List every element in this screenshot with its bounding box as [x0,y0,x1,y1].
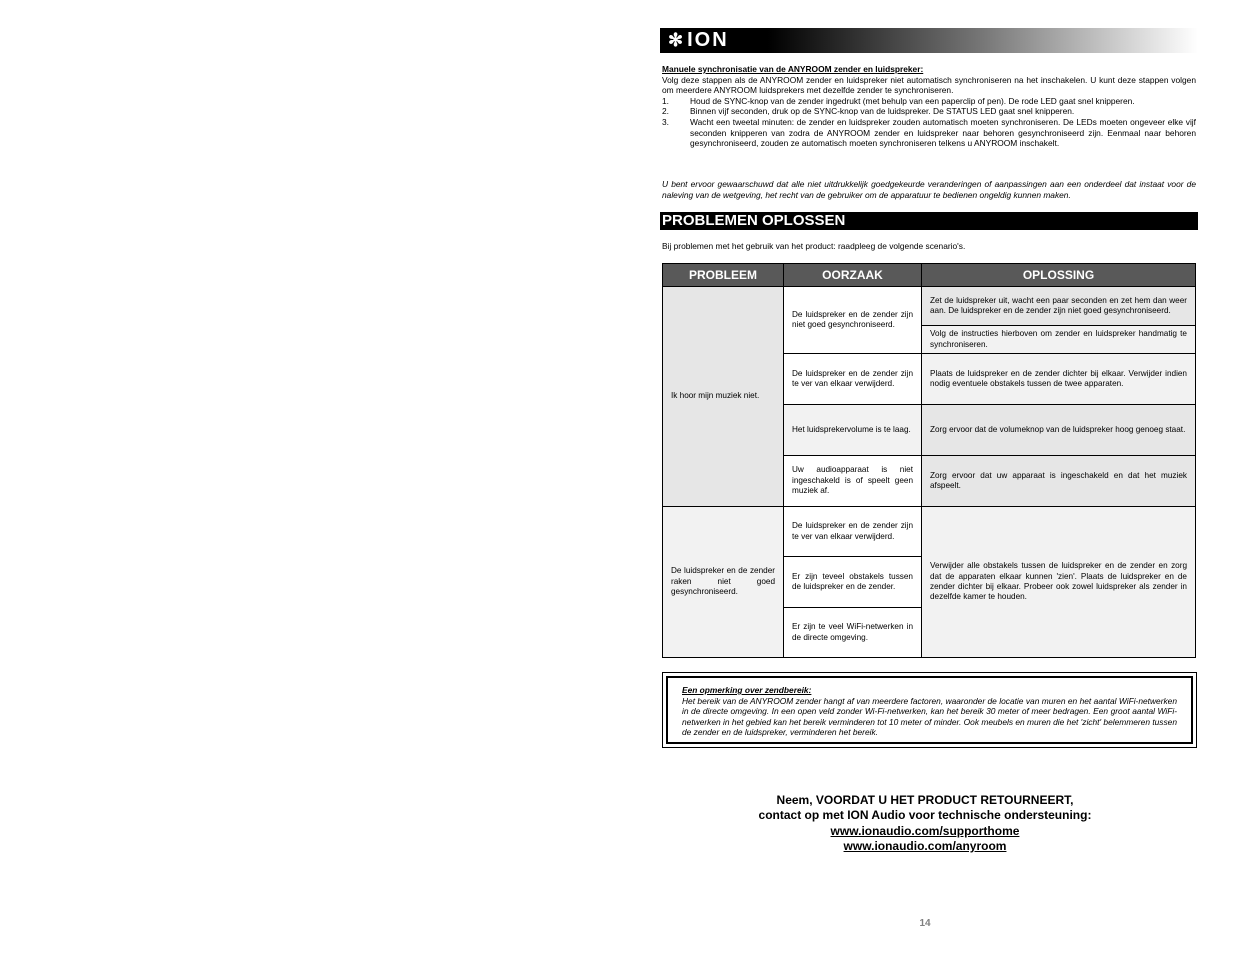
cause-cell: Uw audioapparaat is niet ingeschakeld is of speelt geen muziek af. [784,456,922,507]
table-row [663,287,1196,326]
cause-cell: De luidspreker en de zender zijn te ver van elkaar verwijderd. [784,507,922,557]
troubleshoot-title: PROBLEMEN OPLOSSEN [660,212,1198,230]
header-cause: OORZAAK [784,264,922,287]
range-note-box [662,672,1197,748]
sync-step: 3. Wacht een tweetal minuten: de zender en luidspreker zouden automatisch moeten synchroniseren. De LEDs moeten ongeveer elke vijf seconden knipperen van zodra de ANYROOM zender en luidspreker naar behoren gesynchroniseerd zijn. Eenmaal naar behoren gesynchroniseerd, zouden ze automatisch moeten synchroniseren telkens u ANYROOM inschakelt. [662,116,1196,149]
solution-cell: Verwijder alle obstakels tussen de luidspreker en de zender en zorg dat de apparaten elkaar kunnen 'zien'. Plaats de luidspreker en de zender dichter bij elkaar. Probeer ook zowel luidspreker als zender in dezelfde kamer te houden. [922,507,1196,658]
header-solution: OPLOSSING [922,264,1196,287]
sync-intro: Volg deze stappen als de ANYROOM zender en luidspreker niet automatisch synchroniseren na het inschakelen. U kunt deze stappen volgen om meerdere ANYROOM luidsprekers met dezelfde zender te synchroniseren. [662,74,1196,96]
page-number: 14 [919,918,931,929]
brand-header-bar [660,28,1198,53]
sync-steps [662,96,1196,149]
problem-cell: Ik hoor mijn muziek niet. [663,287,784,507]
solution-cell: Volg de instructies hierboven om zender en luidspreker handmatig te synchroniseren. [922,326,1196,354]
troubleshoot-table [662,263,1196,658]
range-note-inner [666,676,1193,744]
problem-cell: De luidspreker en de zender raken niet goed gesynchroniseerd. [663,507,784,658]
support-link-anyroom[interactable]: www.ionaudio.com/anyroom [843,838,1007,853]
cause-cell: De luidspreker en de zender zijn te ver van elkaar verwijderd. [784,354,922,405]
range-note-text: Het bereik van de ANYROOM zender hangt af van meerdere factoren, waaronder de locatie van muren en het aantal WiFi-netwerken in de directe omgeving. In een open veld zonder Wi-Fi-netwerken, kan het bereik 30 meter of meer bedragen. Een groot aantal WiFi-netwerken in het gebied kan het bereik verminderen tot 10 meter of minder. Ook meubels en muren die het 'zicht' belemmeren tussen de zender en de luidspreker, verminderen het bereik. [682,695,1177,738]
contact-line-1: Neem, VOORDAT U HET PRODUCT RETOURNEERT, [776,793,1074,807]
fcc-warning: U bent ervoor gewaarschuwd dat alle niet uitdrukkelijk goedgekeurde veranderingen of aanpassingen aan een onderdeel dat instaat voor de naleving van de wetgeving, het recht van de gebruiker om de apparatuur te bedienen ongeldig kunnen maken. [662,179,1196,200]
ion-star-icon: ✻ [668,30,686,50]
cause-cell: De luidspreker en de zender zijn niet goed gesynchroniseerd. [784,287,922,354]
header-problem: PROBLEEM [663,264,784,287]
table-header-row [663,264,1196,287]
cause-cell: Er zijn te veel WiFi-netwerken in de directe omgeving. [784,608,922,658]
ion-logo [668,29,729,52]
solution-cell: Plaats de luidspreker en de zender dichter bij elkaar. Verwijder indien nodig eventuele obstakels tussen de twee apparaten. [922,354,1196,405]
logo-text: ION [687,29,729,51]
table-row [663,507,1196,557]
solution-cell: Zorg ervoor dat de volumeknop van de luidspreker hoog genoeg staat. [922,405,1196,456]
support-link-home[interactable]: www.ionaudio.com/supporthome [830,823,1020,838]
support-contact [662,793,1188,854]
solution-cell: Zet de luidspreker uit, wacht een paar seconden en zet hem dan weer aan. De luidspreker en de zender zijn niet goed gesynchroniseerd. [922,287,1196,326]
sync-step: 2. Binnen vijf seconden, druk op de SYNC-knop van de luidspreker. De STATUS LED gaat snel knipperen. [662,106,1075,117]
sync-heading: Manuele synchronisatie van de ANYROOM zender en luidspreker: [662,64,924,74]
sync-step: 1. Houd de SYNC-knop van de zender ingedrukt (met behulp van een paperclip of pen). De rode LED gaat snel knipperen. [662,95,1135,106]
cause-cell: Het luidsprekervolume is te laag. [784,405,922,456]
solution-cell: Zorg ervoor dat uw apparaat is ingeschakeld en dat het muziek afspeelt. [922,456,1196,507]
range-note-heading: Een opmerking over zendbereik: [682,685,812,695]
contact-line-2: contact op met ION Audio voor technische ondersteuning: [758,808,1092,823]
troubleshoot-intro: Bij problemen met het gebruik van het product: raadpleeg de volgende scenario's. [662,241,966,251]
manual-sync-section [662,64,1196,149]
cause-cell: Er zijn teveel obstakels tussen de luidspreker en de zender. [784,557,922,608]
